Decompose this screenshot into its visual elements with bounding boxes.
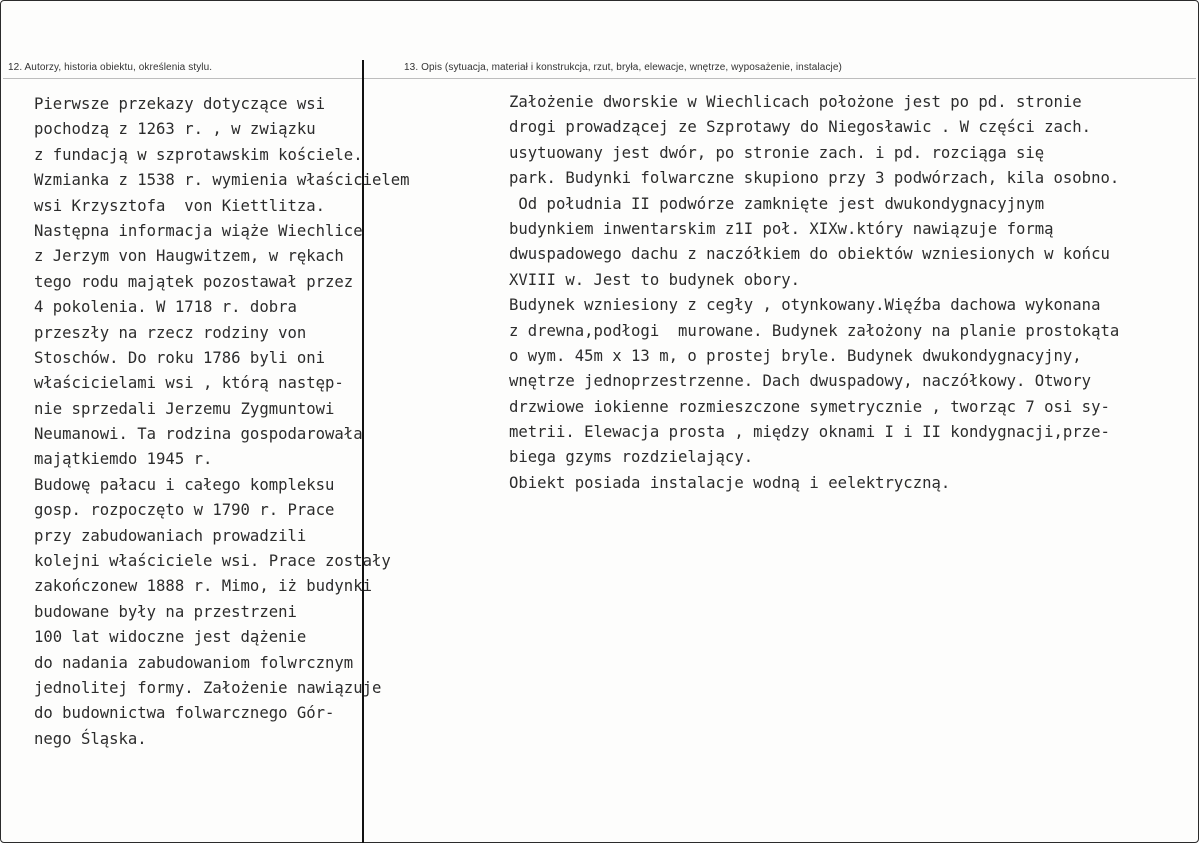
text-line: pochodzą z 1263 r. , w związku (34, 120, 316, 139)
text-line: wnętrze jednoprzestrzenne. Dach dwuspadowy, naczółkowy. Otwory (509, 372, 1092, 391)
text-line: jednolitej formy. Założenie nawiązuje (34, 678, 382, 697)
text-line: majątkiemdo 1945 r. (34, 450, 213, 469)
text-line: gosp. rozpoczęto w 1790 r. Prace (34, 501, 335, 520)
text-line: z drewna,podłogi murowane. Budynek założony na planie prostokąta (509, 321, 1120, 340)
text-line: budynkiem inwentarskim z1I poł. XIXw.który nawiązuje formą (509, 219, 1054, 238)
text-line: z fundacją w szprotawskim kościele. (34, 145, 363, 164)
text-line: Następna informacja wiąże Wiechlice (34, 221, 363, 240)
text-line: wsi Krzysztofa von Kiettlitza. (34, 196, 326, 215)
header-rule (3, 78, 1196, 79)
text-line: Budowę pałacu i całego kompleksu (34, 475, 335, 494)
text-line: budowane były na przestrzeni (34, 602, 297, 621)
text-line: zakończonew 1888 r. Mimo, iż budynki (34, 577, 372, 596)
text-line: park. Budynki folwarczne skupiono przy 3 podwórzach, kila osobno. (509, 169, 1120, 188)
text-line: Pierwsze przekazy dotyczące wsi (34, 95, 326, 113)
text-line: nie sprzedali Jerzemu Zygmuntowi (34, 399, 335, 418)
text-line: Budynek wzniesiony z cegły , otynkowany.Więźba dachowa wykonana (509, 296, 1101, 315)
section-12-heading: 12. Autorzy, historia obiektu, określenia stylu. (8, 62, 213, 73)
text-line: 100 lat widoczne jest dążenie (34, 628, 307, 647)
text-line: Wzmianka z 1538 r. wymienia właścicielem (34, 171, 410, 190)
text-line: dwuspadowego dachu z naczółkiem do obiektów wzniesionych w końcu (509, 245, 1110, 264)
text-line: drzwiowe iokienne rozmieszczone symetrycznie , tworząc 7 osi sy- (509, 397, 1110, 416)
text-line: drogi prowadzącej ze Szprotawy do Niegosławic . W części zach. (509, 118, 1092, 137)
text-line: Od południa II podwórze zamknięte jest dwukondygnacyjnym (509, 194, 1045, 213)
text-line: 4 pokolenia. W 1718 r. dobra (34, 298, 297, 317)
description-text (509, 90, 1119, 496)
text-line: do nadania zabudowaniom folwrcznym (34, 653, 354, 672)
text-line: usytuowany jest dwór, po stronie zach. i pd. rozciąga się (509, 143, 1045, 162)
text-line: Założenie dworskie w Wiechlicach położone jest po pd. stronie (509, 93, 1082, 111)
text-line: o wym. 45m x 13 m, o prostej bryle. Budynek dwukondygnacyjny, (509, 346, 1082, 365)
text-line: z Jerzym von Haugwitzem, w rękach (34, 247, 344, 266)
text-line: biega gzyms rozdzielający. (509, 448, 754, 467)
text-line: Stoschów. Do roku 1786 byli oni (34, 348, 326, 367)
text-line: kolejni właściciele wsi. Prace zostały (34, 552, 391, 571)
text-line: do budownictwa folwarcznego Gór- (34, 704, 335, 723)
text-line: nego Śląska. (34, 729, 147, 748)
text-line: metrii. Elewacja prosta , między oknami I i II kondygnacji,prze- (509, 423, 1110, 442)
text-line: właścicielami wsi , którą następ- (34, 374, 344, 393)
text-line: przy zabudowaniach prowadzili (34, 526, 307, 545)
history-text (34, 92, 410, 752)
text-line: przeszły na rzecz rodziny von (34, 323, 307, 342)
text-line: tego rodu majątek pozostawał przez (34, 272, 354, 291)
text-line: Neumanowi. Ta rodzina gospodarowała (34, 425, 363, 444)
section-13-heading: 13. Opis (sytuacja, materiał i konstrukcja, rzut, bryła, elewacje, wnętrze, wyposażenie, instalacje) (404, 62, 842, 73)
text-line: XVIII w. Jest to budynek obory. (509, 270, 801, 289)
text-line: Obiekt posiada instalacje wodną i eelektryczną. (509, 473, 951, 492)
